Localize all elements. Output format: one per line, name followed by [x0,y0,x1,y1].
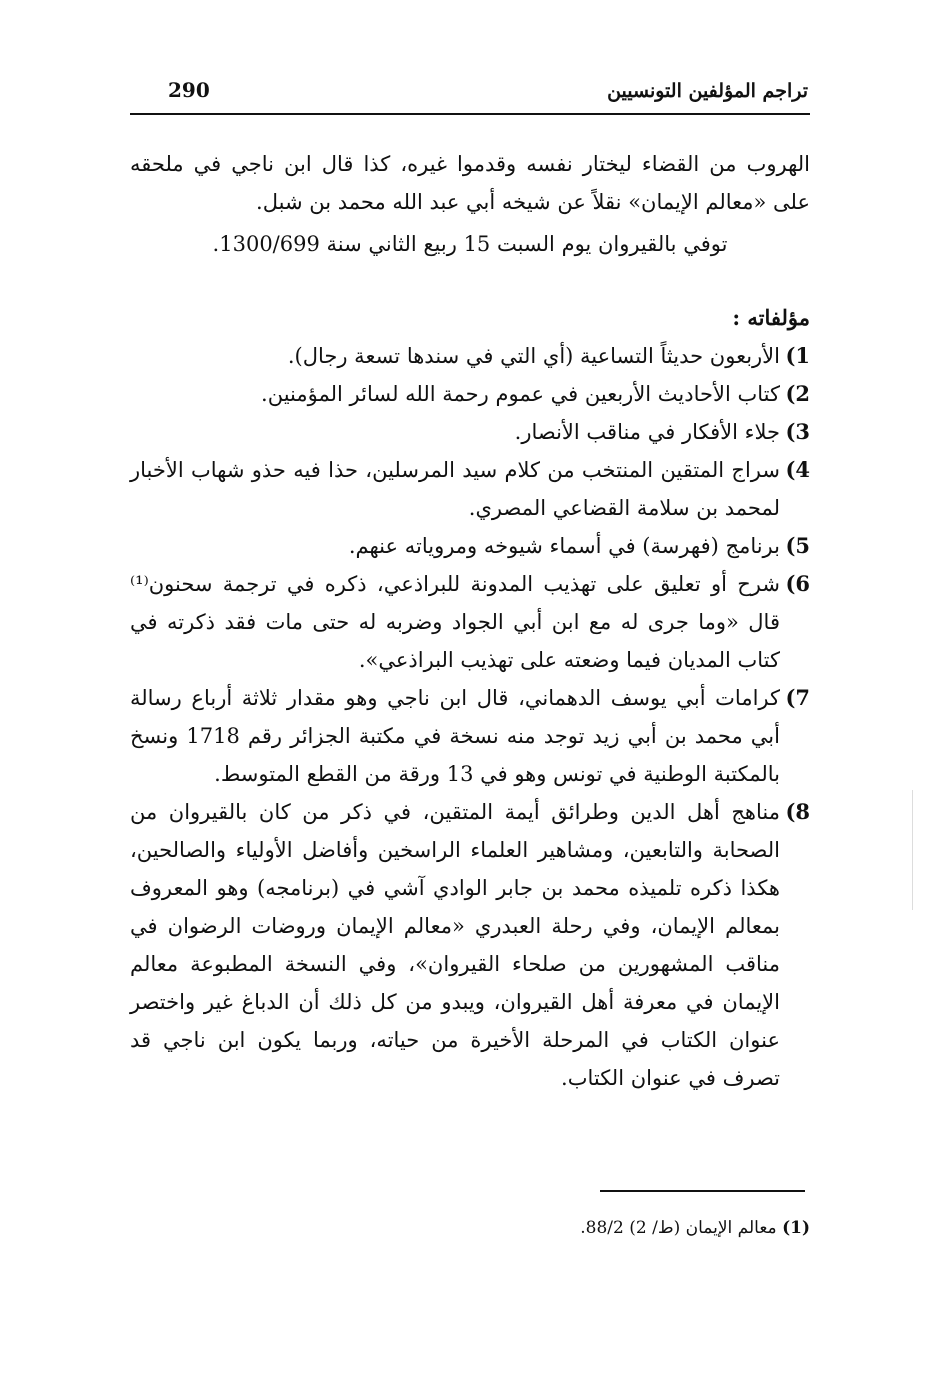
work-text: شرح أو تعليق على تهذيب المدونة للبراذعي، ذكره في ترجمة سحنون⁽¹⁾ قال «وما جرى له مع ابن أبي الجواد وضربه له حتى مات فقد ذكرته في كتاب المديان فيما وضعته على تهذيب البراذعي». [130,572,780,672]
work-item-8 [130,793,810,1097]
work-number: (1 [785,343,810,368]
page-body [130,145,810,1097]
running-title: تراجم المؤلفين التونسيين [607,80,808,102]
work-item-1 [130,337,810,375]
work-number: (3 [785,419,810,444]
work-number: (7 [785,685,810,710]
work-item-2 [130,375,810,413]
work-item-3 [130,413,810,451]
footnote-rule [600,1190,805,1192]
footnote-text: معالم الإيمان (ط/ 2) 88/2. [580,1218,777,1238]
work-text: الأربعون حديثاً التساعية (أي التي في سندها تسعة رجال). [287,344,780,368]
work-text: جلاء الأفكار في مناقب الأنصار. [514,420,780,444]
work-text: برنامج (فهرسة) في أسماء شيوخه ومروياته عنهم. [348,534,780,558]
work-item-5 [130,527,810,565]
footnote-marker: (1) [782,1218,810,1238]
work-text: كتاب الأحاديث الأربعين في عموم رحمة الله لسائر المؤمنين. [261,382,780,406]
work-item-7 [130,679,810,793]
works-list [130,337,810,1097]
work-text: سراج المتقين المنتخب من كلام سيد المرسلين، حذا فيه حذو شهاب الأخبار لمحمد بن سلامة القضاعي المصري. [130,458,780,520]
work-number: (5 [785,533,810,558]
work-text: كرامات أبي يوسف الدهماني، قال ابن ناجي وهو مقدار ثلاثة أرباع رسالة أبي محمد بن أبي زيد توجد منه نسخة في مكتبة الجزائر رقم 1718 ونسخ بالمكتبة الوطنية في تونس وهو في 13 ورقة من القطع المتوسط. [130,686,780,786]
running-head [128,78,808,112]
work-number: (6 [785,571,810,596]
header-rule [130,113,810,115]
section-spacer [130,263,810,299]
scan-margin-line [912,790,913,910]
footnote [130,1215,810,1241]
intro-paragraph: الهروب من القضاء ليختار نفسه وقدموا غيره، كذا قال ابن ناجي في ملحقه على «معالم الإيمان» نقلاً عن شيخه أبي عبد الله محمد بن شبل. [130,152,810,214]
work-item-4 [130,451,810,527]
works-heading: مؤلفاته : [732,305,810,330]
work-number: (8 [785,799,810,824]
death-date-line: توفي بالقيروان يوم السبت 15 ربيع الثاني سنة 1300/699. [212,232,728,256]
work-item-6 [130,565,810,679]
page-number: 290 [168,78,210,102]
work-number: (2 [785,381,810,406]
work-number: (4 [785,457,810,482]
work-text: مناهج أهل الدين وطرائق أيمة المتقين، في ذكر من كان بالقيروان من الصحابة والتابعين، ومشاهير العلماء الراسخين وأفاضل الأولياء والصالحين، هكذا ذكره تلميذه محمد بن جابر الوادي آشي في (برنامجه) وهو المعروف بمعالم الإيمان، وفي رحلة العبدري «معالم الإيمان وروضات الرضوان في مناقب المشهورين من صلحاء القيروان»، وفي النسخة المطبوعة معالم الإيمان في معرفة أهل القيروان، ويبدو من كل ذلك أن الدباغ غير واختصر عنوان الكتاب في المرحلة الأخيرة من حياته، وربما يكون ابن ناجي قد تصرف في عنوان الكتاب. [130,800,780,1090]
